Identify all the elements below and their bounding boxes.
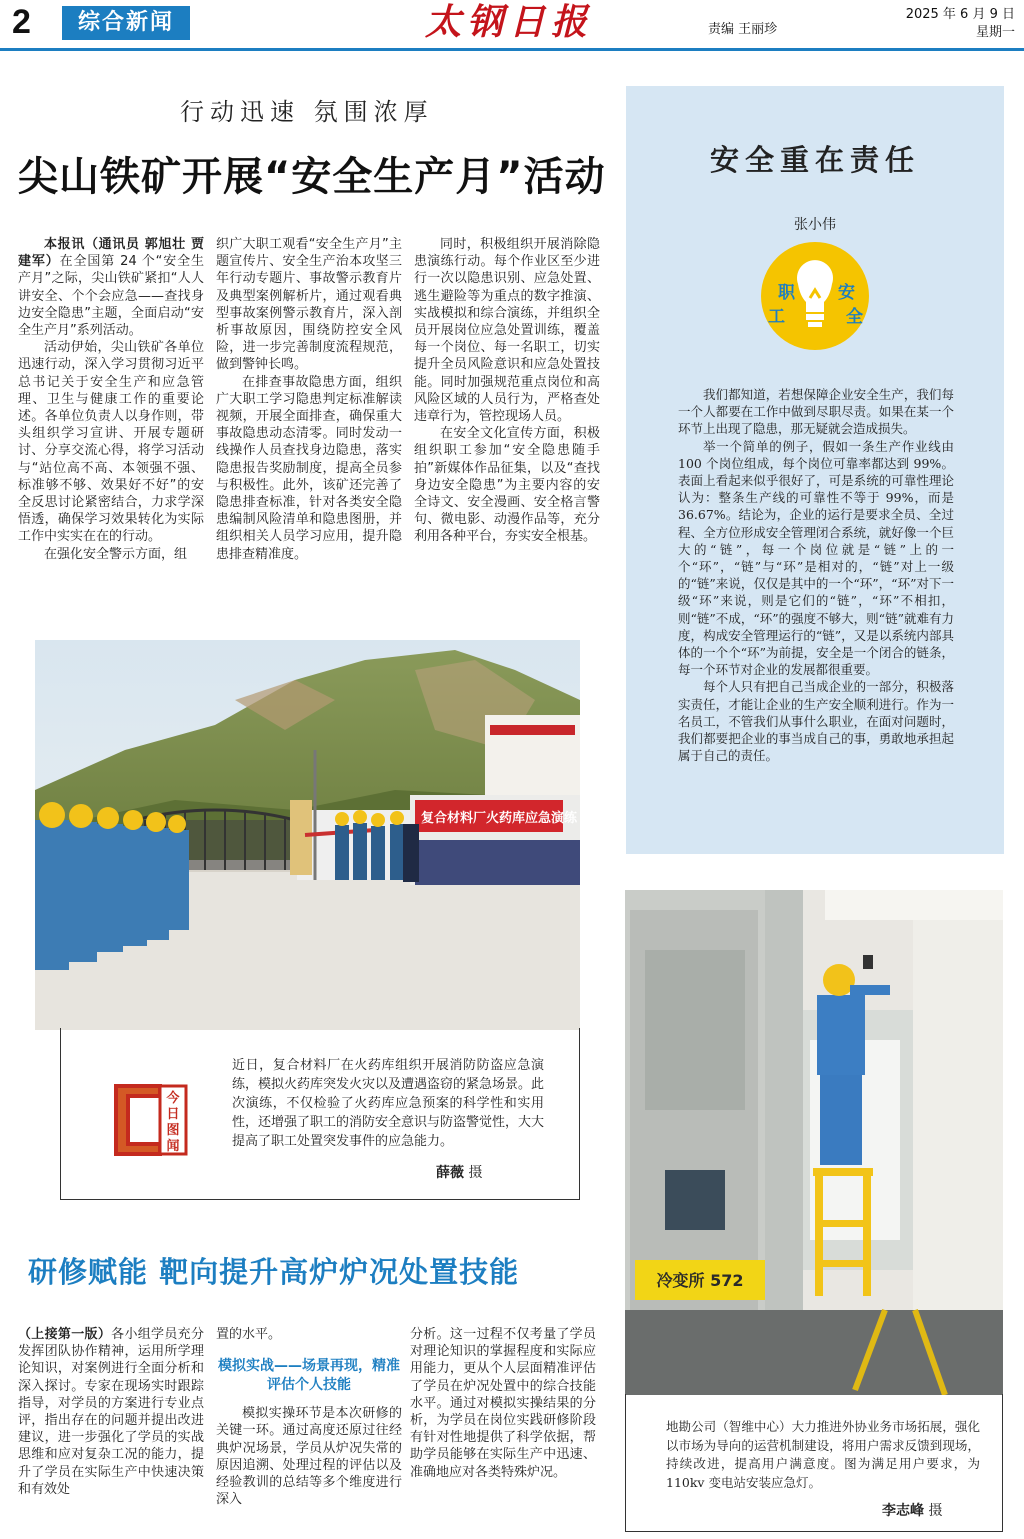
- icon-char-3: 安: [838, 283, 855, 303]
- paragraph: 举一个简单的例子，假如一条生产作业线由 100 个岗位组成，每个岗位可靠率都达到 99%。表面上看起来似乎很好了，可是系统的可靠性理论认为：整条生产线的可靠性不等于 99%，而是 36.67%。结论为，企业的运行是要求全员、全过程、全方位形成安全管理闭合系统，就好像一个巨大的“链”，每一个岗位就是“链”上的一个“环”，“链”与“环”是相对的，“链”对上一级的“链”来说，仅仅是其中的一个“环”，“环”对下一级“环”来说，则是它们的“链”，“环”不相扣，则“链”不成，“环”的强度不够大，则“链”就难有力度，构成安全管理运行的“链”，又是以系统内部具体的一个个“环”为前提，安全是一个闭合的链条，每一个环节对企业的发展都很重要。: [678, 438, 954, 678]
- photo2-credit: [882, 1500, 942, 1520]
- photo-credit-suffix: 摄: [924, 1503, 943, 1519]
- masthead-rule: [0, 48, 1024, 51]
- lead-column-1: [18, 236, 204, 606]
- column-logo-char-2: 日: [166, 1107, 180, 1122]
- lead-headline: 尖山铁矿开展“安全生产月”活动: [18, 154, 606, 200]
- icon-char-1: 职: [778, 283, 795, 303]
- byline-credit: （通讯员 郭旭壮 贾建军）: [18, 237, 204, 270]
- paragraph: 我们都知道，若想保障企业安全生产，我们每一个人都要在工作中做到尽职尽责。如果在某一个环节上出现了隐患，那无疑就会造成损失。: [678, 387, 954, 437]
- icon-char-4: 全: [846, 307, 863, 327]
- page-number: 2: [12, 3, 31, 41]
- column-logo-char-1: 今: [166, 1091, 180, 1106]
- paragraph: 各小组学员充分发挥团队协作精神，运用所学理论知识，对案例进行全面分析和深入探讨。专家在现场实时跟踪指导，对学员的方案进行专业点评，指出存在的问题并提出改进建议，进一步强化了学员的实战思维和应对复杂工况的能力，提升了学员在实际生产中快速决策和有效处: [18, 1327, 204, 1497]
- paragraph: 分析。这一过程不仅考量了学员对理论知识的掌握程度和实际应用能力，更从个人层面精准评估了学员在炉况处置中的综合技能水平。通过对模拟实操结果的分析，为学员在岗位实践研修阶段有针对性地提供了科学依据，帮助学员能够在实际生产中迅速、准确地应对各类特殊炉况。: [410, 1327, 596, 1480]
- commentary-title: 安全重在责任: [709, 143, 920, 177]
- paragraph: 置的水平。: [216, 1327, 282, 1342]
- byline: 本报讯: [44, 237, 85, 252]
- column-logo-char-3: 图: [166, 1123, 180, 1138]
- paragraph: 模拟实操环节是本次研修的关键一环。通过高度还原过往经典炉况场景，学员从炉况失常的原因追溯、处理过程的评估以及经验教训的总结等多个维度进行深入: [216, 1406, 402, 1508]
- second-headline: 研修赋能 靶向提升高炉炉况处置技能: [28, 1255, 520, 1289]
- paragraph: 同时，积极组织开展消除隐患演练行动。每个作业区至少进行一次以隐患识别、应急处置、逃生避险等为重点的数字推演、实战模拟和综合演练，并组织全员开展岗位应急处置训练，覆盖每一个岗位、每一名职工，切实提升全员风险意识和应急处置技能。同时加强规范重点岗位和高风险区域的人员行为，严格查处违章行为，管控现场人员。: [414, 237, 600, 425]
- newspaper-logo: 太钢日报: [425, 1, 594, 43]
- commentary-body: [678, 386, 954, 846]
- commentary-author: 张小伟: [794, 217, 836, 233]
- photographer: 李志峰: [882, 1503, 924, 1519]
- photo2-caption: 地勘公司（智维中心）大力推进外协业务市场拓展，强化以市场为导向的运营机制建设，将用户需求反馈到现场，持续改进，提高用户满意度。图为满足用户要求，为 110kv 变电站安装应急灯。: [666, 1419, 980, 1490]
- paragraph: 每个人只有把自己当成企业的一部分，积极落实责任，才能让企业的生产安全顺利进行。作为一名员工，不管我们从事什么职业，在面对问题时，我们都要把企业的事当成自己的事，勇敢地承担起属于自己的责任。: [678, 679, 954, 764]
- paragraph: 在排查事故隐患方面，组织广大职工学习隐患判定标准解读视频，开展全面排查，确保重大事故隐患动态清零。同时发动一线操作人员查找身边隐患，落实隐患报告奖励制度，提高全员参与积极性。此外，该矿还完善了隐患排查标准，针对各类安全隐患编制风险清单和隐患图册，并组织相关人员学习应用，提升隐患排查精准度。: [216, 374, 402, 562]
- drill-photo-image: [35, 640, 580, 1030]
- paragraph: 活动伊始，尖山铁矿各单位迅速行动，深入学习贯彻习近平总书记关于安全生产和应急管理、卫生与健康工作的重要论述。各单位负责人以身作则，带头组织学习宣讲、开展专题研讨、分享交流心得，将学习活动与“站位高不高、本领强不强、标准够不够、效果好不好”的安全反思讨论紧密结合，力求学深悟透，确保学习效果转化为实际工作中实实在在的行动。: [18, 340, 204, 545]
- photo-caption: 近日，复合材料厂在火药库组织开展消防防盗应急演练，模拟火药库突发火灾以及遭遇盗窃的紧急场景。此次演练，不仅检验了火药库应急预案的科学性和实用性，还增强了职工的消防安全意识与防盗警觉性，大大提高了职工处置突发事件的应急能力。: [232, 1058, 545, 1149]
- weekday-text: 星期一: [975, 25, 1015, 40]
- photo-credit: [436, 1162, 482, 1182]
- issue-date: [895, 6, 1015, 42]
- icon-char-2: 工: [768, 307, 785, 327]
- paragraph: 织广大职工观看“安全生产月”主题宣传片、安全生产治本攻坚三年行动专题片、事故警示教育片及典型案例解析片，通过观看典型事故案例警示教育片，深入剖析事故原因，围绕防控安全风险，进一步完善制度流程规范，做到警钟长鸣。: [216, 237, 402, 373]
- paragraph: 在强化安全警示方面，组: [44, 546, 188, 562]
- section-tag: 综合新闻: [62, 6, 190, 40]
- second-column-3: [410, 1326, 596, 1531]
- second-column-1: [18, 1326, 204, 1531]
- panel-label: 冷变所 572: [656, 1271, 744, 1290]
- photo-credit-suffix: 摄: [464, 1165, 483, 1181]
- paragraph: 在全国第 24 个“安全生产月”之际，尖山铁矿紧扣“人人讲安全、个个会应急——查找身边安全隐患”主题，全面启动“安全生产月”系列活动。: [18, 254, 204, 339]
- substation-photo: [625, 890, 1003, 1395]
- today-photo-news-logo: [108, 1078, 192, 1162]
- drill-photo: [35, 640, 580, 1030]
- editor-credit: 责编 王丽珍: [708, 22, 778, 37]
- substation-photo-image: [625, 890, 1003, 1395]
- lead-column-3: [414, 236, 600, 606]
- column-logo-char-4: 闻: [166, 1139, 180, 1154]
- date-text: 2025 年 6 月 9 日: [905, 7, 1015, 22]
- drill-banner-text: 复合材料厂火药库应急演练: [421, 811, 578, 826]
- worker-safety-bulb-icon: [750, 236, 880, 366]
- subheading: 模拟实战——场景再现，精准评估个人技能: [218, 1358, 400, 1394]
- photographer: 薛薇: [436, 1165, 464, 1181]
- continuation-note: （上接第一版）: [18, 1327, 112, 1342]
- paragraph: 在安全文化宣传方面，积极组织职工参加“安全隐患随手拍”新媒体作品征集，以及“查找身边安全隐患”为主要内容的安全诗文、安全漫画、安全格言警句、微电影、动漫作品等，充分利用各种平台，夯实安全根基。: [414, 426, 600, 545]
- lead-kicker: 行动迅速 氛围浓厚: [180, 98, 434, 126]
- second-column-2: [216, 1326, 402, 1531]
- lead-column-2: [216, 236, 402, 606]
